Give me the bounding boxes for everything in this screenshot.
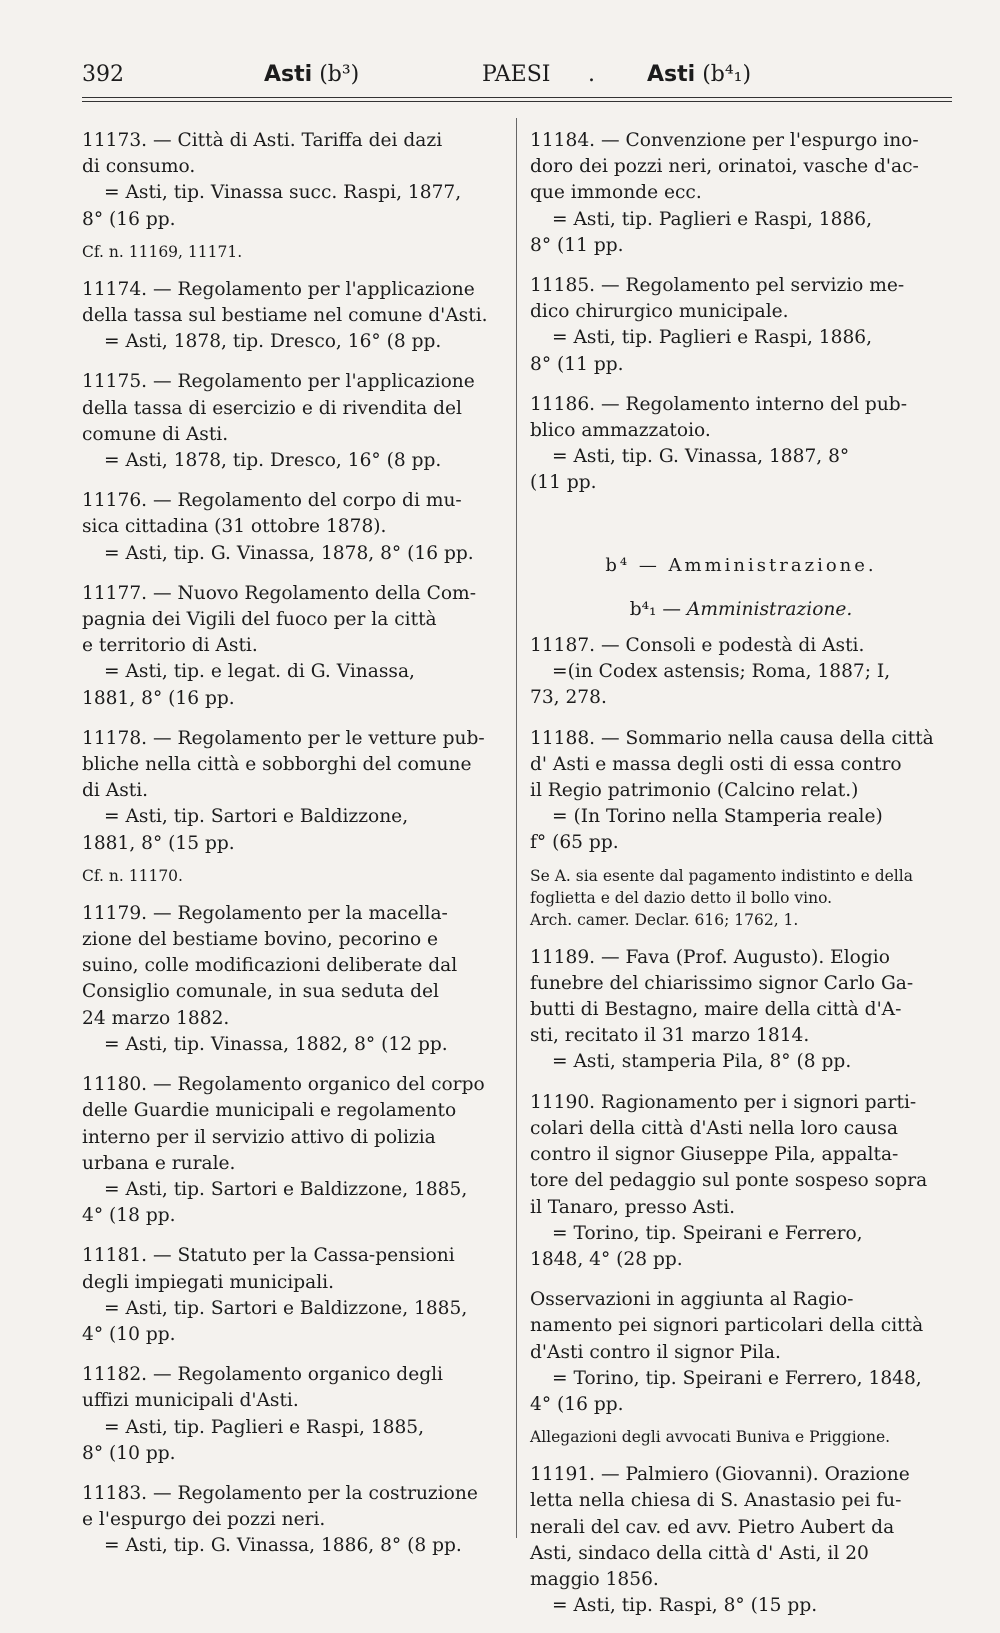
- entry-first-line: 11184. — Convenzione per l'espurgo ino-: [530, 130, 919, 151]
- entry-line: Consiglio comunale, in sua seduta del: [82, 981, 439, 1003]
- entry-line: 8° (10 pp.: [82, 1442, 176, 1464]
- entry-line: bliche nella città e sobborghi del comune: [82, 754, 472, 776]
- entry-first-line: 11190. Ragionamento per i signori parti-: [530, 1091, 917, 1113]
- catalog-entry: [530, 726, 952, 931]
- entry-line: = Asti, tip. G. Vinassa, 1887, 8°: [552, 446, 850, 468]
- entry-line: 1881, 8° (16 pp.: [82, 687, 235, 709]
- entry-note-line: Allegazioni degli avvocati Buniva e Priggione.: [530, 1428, 891, 1447]
- catalog-entry: [530, 1090, 952, 1273]
- catalog-entry: [530, 1287, 952, 1448]
- header-rule-bottom: [82, 101, 952, 102]
- entry-note-line: foglietta e del dazio detto il bollo vino.: [530, 888, 833, 907]
- entry-line: interno per il servizio attivo di polizia: [82, 1126, 436, 1148]
- entry-first-line: Osservazioni in aggiunta al Ragio-: [530, 1289, 854, 1311]
- entry-line: 8° (16 pp.: [82, 208, 176, 230]
- entry-first-line: 11180. — Regolamento organico del corpo: [82, 1074, 485, 1096]
- entry-line: 4° (16 pp.: [530, 1393, 624, 1415]
- entry-line: butti di Bestagno, maire della città d'A-: [530, 999, 902, 1021]
- entry-line: = Asti, 1878, tip. Dresco, 16° (8 pp.: [104, 331, 442, 353]
- catalog-entry: [82, 277, 505, 356]
- catalog-entry: [82, 128, 505, 263]
- entry-line: = Asti, stamperia Pila, 8° (8 pp.: [552, 1051, 852, 1073]
- entry-line: degli impiegati municipali.: [82, 1271, 335, 1293]
- entry-line: que immonde ecc.: [530, 182, 702, 204]
- entry-line: funebre del chiarissimo signor Carlo Ga-: [530, 972, 914, 994]
- entry-line: = Asti, tip. Paglieri e Raspi, 1886,: [552, 208, 873, 230]
- catalog-entry: [82, 369, 505, 474]
- entry-first-line: 11191. — Palmiero (Giovanni). Orazione: [530, 1464, 910, 1486]
- entry-first-line: 11187. — Consoli e podestà di Asti.: [530, 635, 865, 657]
- entry-line: sica cittadina (31 ottobre 1878).: [82, 516, 387, 538]
- left-column: [82, 128, 505, 1574]
- entry-first-line: 11183. — Regolamento per la costruzione: [82, 1482, 478, 1504]
- catalog-entry: [82, 1362, 505, 1467]
- entry-line: = Torino, tip. Speirani e Ferrero, 1848,: [552, 1367, 922, 1389]
- entry-note-line: Cf. n. 11170.: [82, 866, 183, 885]
- entry-line: urbana e rurale.: [82, 1152, 236, 1174]
- entry-line: =(in Codex astensis; Roma, 1887; I,: [552, 661, 891, 683]
- entry-line: e l'espurgo dei pozzi neri.: [82, 1509, 326, 1531]
- entry-line: della tassa di esercizio e di rivendita del: [82, 397, 463, 419]
- entry-first-line: 11185. — Regolamento pel servizio me-: [530, 275, 905, 297]
- entry-line: = Torino, tip. Speirani e Ferrero,: [552, 1222, 863, 1244]
- entry-line: delle Guardie municipali e regolamento: [82, 1100, 457, 1122]
- entry-first-line: 11175. — Regolamento per l'applicazione: [82, 371, 475, 393]
- running-header: [82, 58, 952, 94]
- entry-line: = Asti, tip. Sartori e Baldizzone, 1885,: [104, 1297, 468, 1319]
- entry-note-line: Cf. n. 11169, 11171.: [82, 242, 243, 261]
- entry-line: 8° (11 pp.: [530, 353, 624, 375]
- entry-first-line: 11176. — Regolamento del corpo di mu-: [82, 490, 462, 512]
- page-number: 392: [82, 62, 124, 87]
- right-column: [530, 128, 952, 1633]
- entry-line: tore del pedaggio sul ponte sospeso sopra: [530, 1170, 928, 1192]
- entry-line: della tassa sul bestiame nel comune d'Asti.: [82, 305, 488, 327]
- entry-line: maggio 1856.: [530, 1568, 659, 1590]
- left-code: (b³): [319, 62, 360, 87]
- entry-line: colari della città d'Asti nella loro causa: [530, 1117, 898, 1139]
- catalog-entry: [82, 726, 505, 887]
- entry-line: letta nella chiesa di S. Anastasio pei fu-: [530, 1490, 902, 1512]
- catalog-entry: [530, 945, 952, 1076]
- catalog-entry: [530, 392, 952, 497]
- entry-line: = Asti, tip. Vinassa succ. Raspi, 1877,: [104, 182, 462, 204]
- entry-line: d' Asti e massa degli osti di essa contro: [530, 753, 902, 775]
- catalog-entry: [82, 1243, 505, 1348]
- left-running-title: [264, 62, 359, 87]
- entry-line: = Asti, tip. Sartori e Baldizzone, 1885,: [104, 1178, 468, 1200]
- entry-first-line: 11181. — Statuto per la Cassa-pensioni: [82, 1245, 455, 1267]
- right-column-entries-bottom: [530, 633, 952, 1619]
- entry-line: = Asti, tip. Paglieri e Raspi, 1885,: [104, 1416, 425, 1438]
- catalog-entry: [82, 488, 505, 567]
- entry-line: f° (65 pp.: [530, 832, 619, 854]
- entry-line: namento pei signori particolari della città: [530, 1315, 924, 1337]
- right-title: Asti: [647, 62, 696, 87]
- catalog-entry: [82, 1481, 505, 1560]
- entry-line: = Asti, tip. Raspi, 8° (15 pp.: [552, 1595, 818, 1617]
- entry-line: Asti, sindaco della città d' Asti, il 20: [530, 1542, 869, 1564]
- entry-line: 4° (18 pp.: [82, 1205, 176, 1227]
- entry-first-line: 11186. — Regolamento interno del pub-: [530, 393, 907, 415]
- entry-note: [530, 865, 952, 931]
- entry-line: pagnia dei Vigili del fuoco per la città: [82, 609, 437, 631]
- entry-first-line: 11188. — Sommario nella causa della città: [530, 727, 934, 749]
- right-column-entries-top: [530, 128, 952, 497]
- entry-line: 4° (10 pp.: [82, 1323, 176, 1345]
- entry-first-line: 11174. — Regolamento per l'applicazione: [82, 278, 475, 300]
- entry-line: (11 pp.: [530, 472, 597, 494]
- subsection-label: Amministrazione.: [686, 598, 853, 620]
- catalog-entry: [82, 1072, 505, 1229]
- entry-line: = Asti, tip. G. Vinassa, 1886, 8° (8 pp.: [104, 1535, 462, 1557]
- entry-note-line: Se A. sia esente dal pagamento indistinto e della: [530, 866, 913, 885]
- catalog-entry: [82, 901, 505, 1058]
- entry-line: il Regio patrimonio (Calcino relat.): [530, 780, 859, 802]
- entry-line: = (In Torino nella Stamperia reale): [552, 806, 883, 828]
- entry-line: = Asti, tip. Vinassa, 1882, 8° (12 pp.: [104, 1033, 448, 1055]
- section-heading: b⁴ — Amministrazione.: [605, 554, 877, 576]
- right-code: (b⁴₁): [702, 62, 752, 87]
- entry-line: = Asti, 1878, tip. Dresco, 16° (8 pp.: [104, 450, 442, 472]
- entry-line: zione del bestiame bovino, pecorino e: [82, 929, 439, 951]
- entry-first-line: 11177. — Nuovo Regolamento della Com-: [82, 582, 476, 604]
- entry-first-line: 11189. — Fava (Prof. Augusto). Elogio: [530, 946, 890, 968]
- entry-line: doro dei pozzi neri, orinatoi, vasche d'ac-: [530, 156, 919, 178]
- entry-line: di consumo.: [82, 156, 196, 178]
- entry-first-line: 11178. — Regolamento per le vetture pub-: [82, 727, 485, 749]
- entry-note: [82, 241, 505, 263]
- header-rule-top: [82, 97, 952, 98]
- subsection-code: b⁴₁ —: [629, 598, 687, 620]
- catalog-entry: [530, 128, 952, 259]
- entry-line: = Asti, tip. Paglieri e Raspi, 1886,: [552, 327, 873, 349]
- right-running-title: [647, 62, 751, 87]
- entry-line: = Asti, tip. Sartori e Baldizzone,: [104, 806, 409, 828]
- entry-line: nerali del cav. ed avv. Pietro Aubert da: [530, 1516, 895, 1538]
- catalog-entry: [530, 273, 952, 378]
- center-running-title: PAESI: [482, 62, 551, 87]
- catalog-entry: [82, 581, 505, 712]
- entry-line: 1848, 4° (28 pp.: [530, 1248, 683, 1270]
- left-title: Asti: [264, 62, 313, 87]
- entry-note: [82, 865, 505, 887]
- entry-line: 8° (11 pp.: [530, 234, 624, 256]
- entry-line: contro il signor Giuseppe Pila, appalta-: [530, 1144, 899, 1166]
- entry-line: e territorio di Asti.: [82, 635, 258, 657]
- entry-first-line: 11173. — Città di Asti. Tariffa dei dazi: [82, 130, 443, 151]
- entry-line: blico ammazzatoio.: [530, 420, 711, 442]
- entry-line: = Asti, tip. e legat. di G. Vinassa,: [104, 661, 415, 683]
- entry-line: dico chirurgico municipale.: [530, 301, 789, 323]
- entry-line: 73, 278.: [530, 687, 607, 709]
- entry-line: 24 marzo 1882.: [82, 1007, 230, 1029]
- catalog-entry: [530, 633, 952, 712]
- entry-line: di Asti.: [82, 780, 149, 802]
- entry-first-line: 11179. — Regolamento per la macella-: [82, 902, 448, 924]
- entry-note-line: Arch. camer. Declar. 616; 1762, 1.: [530, 910, 799, 929]
- entry-line: comune di Asti.: [82, 423, 229, 445]
- entry-note: [530, 1426, 952, 1448]
- entry-line: d'Asti contro il signor Pila.: [530, 1341, 781, 1363]
- column-divider: [516, 118, 517, 1538]
- entry-line: il Tanaro, presso Asti.: [530, 1196, 736, 1218]
- entry-line: uffizi municipali d'Asti.: [82, 1390, 299, 1412]
- entry-first-line: 11182. — Regolamento organico degli: [82, 1364, 444, 1386]
- subsection-heading: [530, 597, 952, 623]
- entry-line: = Asti, tip. G. Vinassa, 1878, 8° (16 pp.: [104, 542, 474, 564]
- catalog-entry: [530, 1462, 952, 1619]
- entry-line: 1881, 8° (15 pp.: [82, 832, 235, 854]
- entry-line: suino, colle modificazioni deliberate dal: [82, 955, 458, 977]
- header-dot: .: [588, 62, 595, 87]
- entry-line: sti, recitato il 31 marzo 1814.: [530, 1025, 810, 1047]
